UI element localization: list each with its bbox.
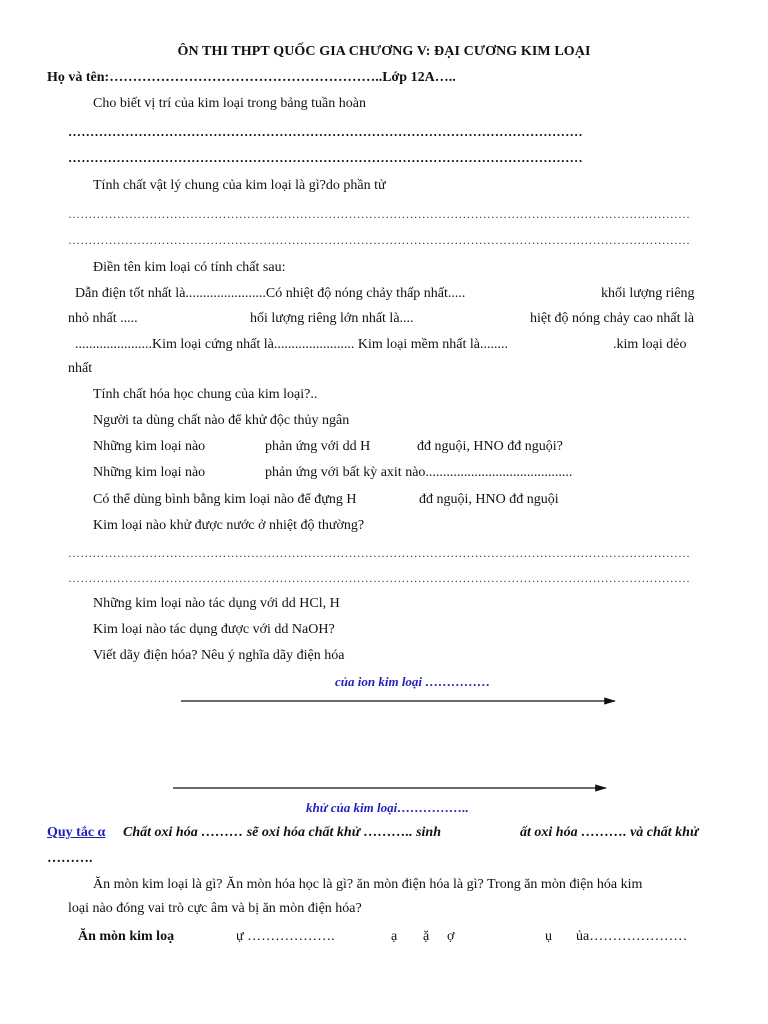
corrosion-line: ự ……………….	[236, 929, 335, 944]
corrosion-line: ặ	[423, 929, 430, 944]
fill-text: Dẫn điện tốt nhất là.......................Có nhiệt độ nóng chảy thấp nhất.....	[75, 286, 466, 301]
answer-line: ………………………………………………………………………………………………………………………………………	[68, 207, 691, 221]
answer-line: ………………………………………………………………………………………………………	[68, 124, 583, 139]
page-title: ÔN THI THPT QUỐC GIA CHƯƠNG V: ĐẠI CƯƠNG KIM LOẠI	[177, 44, 591, 59]
question-fill-metals: Điền tên kim loại có tính chất sau:	[93, 260, 286, 275]
question-react: Những kim loại nào	[93, 465, 206, 480]
question-series: Viết dãy điện hóa? Nêu ý nghĩa dãy điện hóa	[93, 648, 345, 663]
answer-line: ………………………………………………………………………………………………………………………………………	[68, 546, 691, 560]
fill-text: .kim loại dẻo	[613, 337, 687, 352]
corrosion-line: ụ	[545, 929, 552, 944]
corrosion-line: ủa…………………	[576, 929, 688, 944]
arrow-top-label: của ion kim loại ……………	[335, 674, 491, 689]
question-react: phản ứng với bất kỳ axit nào..........................................	[265, 465, 573, 480]
question-container: Có thể dùng bình bằng kim loại nào để đựng H	[93, 492, 357, 507]
question-position: Cho biết vị trí của kim loại trong bảng tuần hoàn	[93, 96, 366, 111]
corrosion-line: ạ	[391, 929, 398, 944]
question-physical-properties: Tính chất vật lý chung của kim loại là gì?do phần tử	[93, 178, 386, 193]
fill-text: hiệt độ nóng chảy cao nhất là	[530, 311, 695, 326]
student-info-line: Họ và tên:…………………………………………………..Lớp 12A…..	[47, 70, 456, 85]
question-corrosion: Ăn mòn kim loại là gì? Ăn mòn hóa học là gì? ăn mòn điện hóa là gì? Trong ăn mòn điện hóa kim	[93, 877, 643, 892]
question-react: Những kim loại nào	[93, 439, 206, 454]
question-container: đđ nguội, HNO đđ nguội	[419, 492, 559, 507]
alpha-rule-tail: ……….	[47, 851, 93, 866]
question-react: đđ nguội, HNO đđ nguội?	[417, 439, 563, 454]
question-mercury: Người ta dùng chất nào để khử độc thủy ngân	[93, 413, 350, 428]
alpha-rule-text: Chất oxi hóa ……… sẽ oxi hóa chất khử ……….. sinh	[123, 825, 442, 840]
alpha-rule-link[interactable]: Quy tắc α	[47, 825, 106, 840]
fill-text: nhất	[68, 361, 93, 376]
arrow-bottom-label: khử của kim loại……………..	[306, 800, 469, 815]
alpha-rule-text: ất oxi hóa ………. và chất khử	[520, 825, 699, 840]
question-naoh: Kim loại nào tác dụng được với dd NaOH?	[93, 622, 335, 637]
fill-text: ......................Kim loại cứng nhất là....................... Kim loại mềm nhất là........	[75, 337, 508, 352]
answer-line: ………………………………………………………………………………………………………………………………………	[68, 233, 691, 247]
fill-text: nhỏ nhất .....	[68, 311, 138, 326]
fill-text: hối lượng riêng lớn nhất là....	[250, 311, 414, 326]
question-react: phản ứng với dd H	[265, 439, 371, 454]
answer-line: ………………………………………………………………………………………………………	[68, 150, 583, 165]
question-corrosion: loại nào đóng vai trò cực âm và bị ăn mòn điện hóa?	[68, 901, 362, 916]
answer-line: ………………………………………………………………………………………………………………………………………	[68, 571, 691, 585]
question-chemical-properties: Tính chất hóa học chung của kim loại?..	[93, 387, 318, 402]
corrosion-line: ợ	[447, 929, 455, 944]
question-hcl: Những kim loại nào tác dụng với dd HCl, H	[93, 596, 340, 611]
question-water: Kim loại nào khử được nước ở nhiệt độ thường?	[93, 518, 365, 533]
fill-text: khối lượng riêng	[601, 286, 695, 301]
corrosion-line: Ăn mòn kim loạ	[78, 929, 175, 944]
